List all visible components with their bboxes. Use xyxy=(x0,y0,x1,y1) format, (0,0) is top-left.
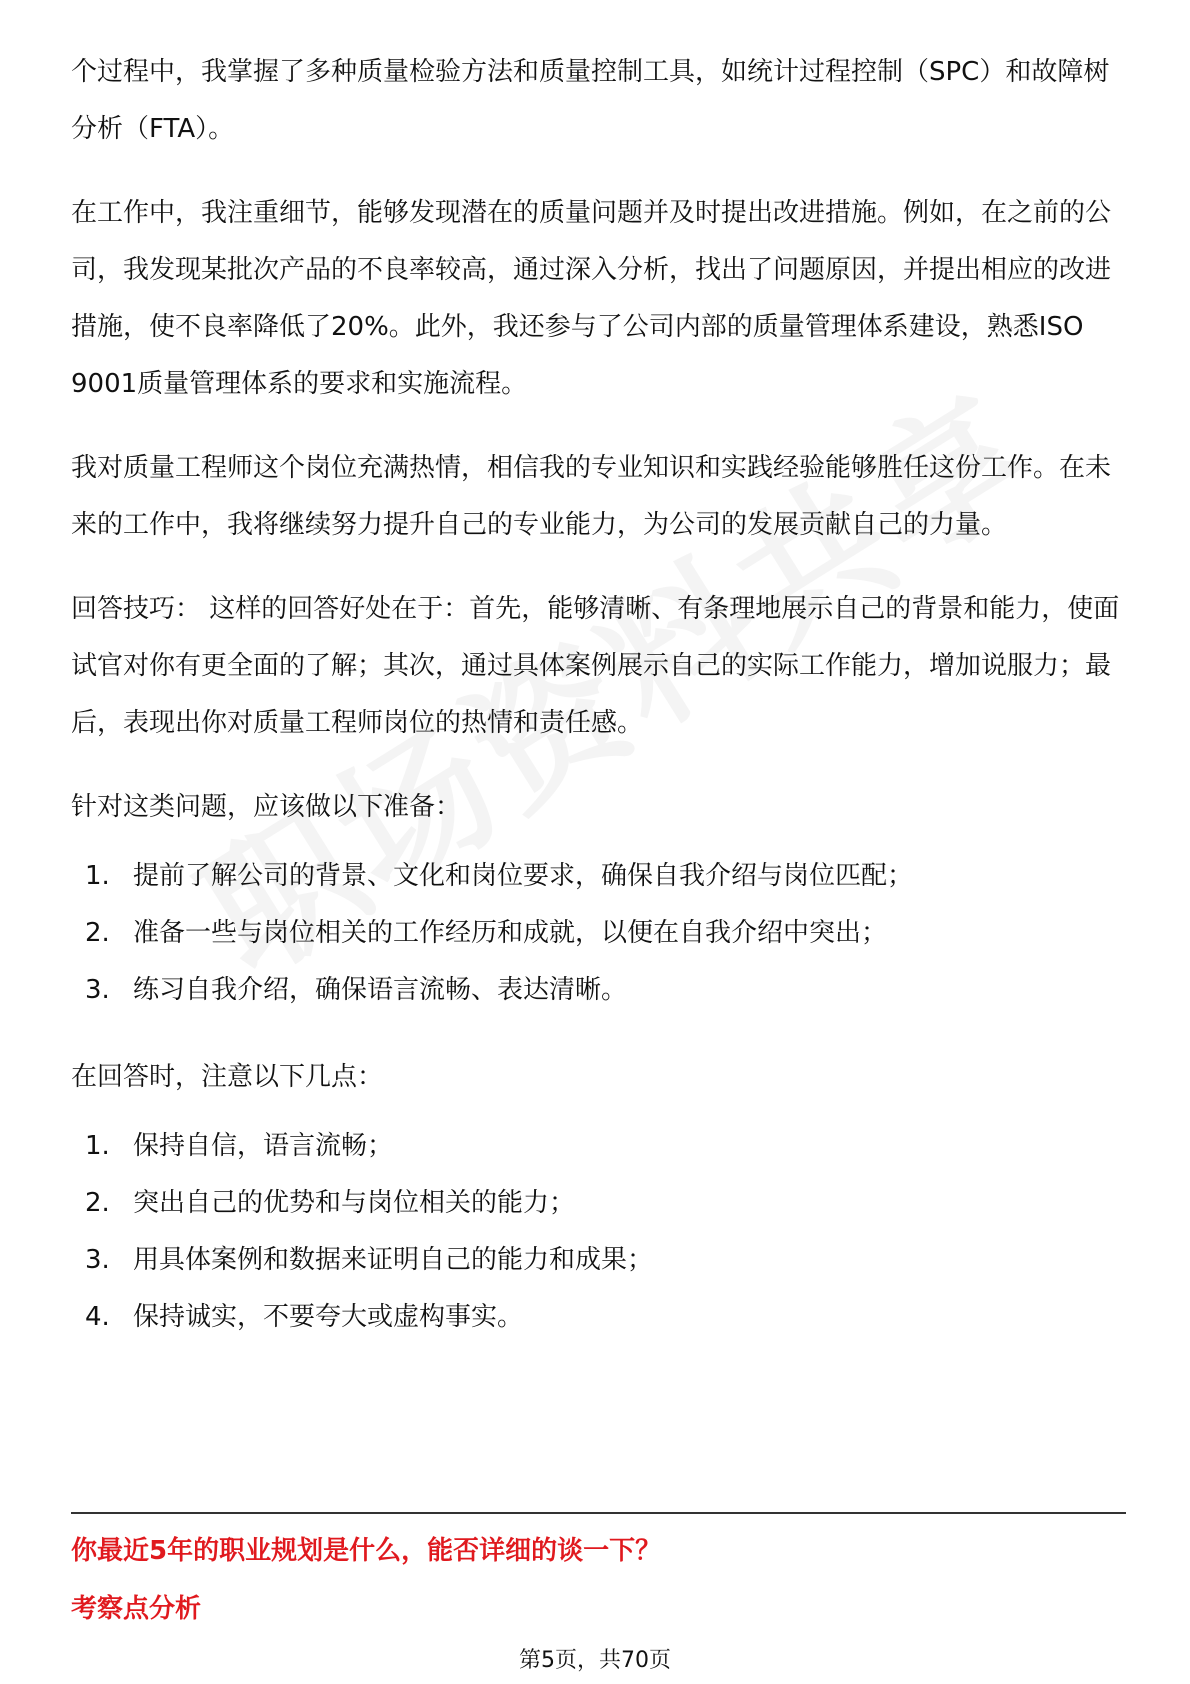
paragraph-preparation-intro: 针对这类问题，应该做以下准备： xyxy=(71,792,462,822)
list-item xyxy=(71,848,1121,905)
list-item xyxy=(71,1232,1121,1289)
list-number: 4. xyxy=(85,1302,110,1332)
question-heading: 你最近5年的职业规划是什么，能否详细的谈一下？ xyxy=(71,1536,662,1566)
paragraph-answer-tips: 回答技巧： 这样的回答好处在于：首先，能够清晰、有条理地展示自己的背景和能力，使面试官对你有更全面的了解；其次，通过具体案例展示自己的实际工作能力，增加说服力；最后，表现出你对质量工程师岗位的热情和责任感。 xyxy=(71,594,1120,738)
list-number: 3. xyxy=(85,1245,110,1275)
list-text: 提前了解公司的背景、文化和岗位要求，确保自我介绍与岗位匹配； xyxy=(133,861,914,891)
list-number: 1. xyxy=(85,861,110,891)
list-text: 保持自信，语言流畅； xyxy=(133,1131,394,1161)
list-item xyxy=(71,905,1121,962)
list-item xyxy=(71,1118,1121,1175)
list-number: 2. xyxy=(85,918,110,948)
list-item xyxy=(71,1175,1121,1232)
section-divider xyxy=(71,1512,1126,1514)
list-text: 保持诚实，不要夸大或虚构事实。 xyxy=(133,1302,524,1332)
list-number: 3. xyxy=(85,975,110,1005)
list-text: 准备一些与岗位相关的工作经历和成就，以便在自我介绍中突出； xyxy=(133,918,888,948)
paragraph-details: 在工作中，我注重细节，能够发现潜在的质量问题并及时提出改进措施。例如，在之前的公司，我发现某批次产品的不良率较高，通过深入分析，找出了问题原因，并提出相应的改进措施，使不良率降低了20%。此外，我还参与了公司内部的质量管理体系建设，熟悉ISO 9001质量管理体系的要求和实施流程。 xyxy=(71,198,1112,399)
list-item xyxy=(71,962,1121,1019)
paragraph-intro: 个过程中，我掌握了多种质量检验方法和质量控制工具，如统计过程控制（SPC）和故障树分析（FTA）。 xyxy=(71,57,1110,144)
body-content xyxy=(71,44,1121,1376)
preparation-list xyxy=(71,848,1121,1019)
list-number: 2. xyxy=(85,1188,110,1218)
attention-list xyxy=(71,1118,1121,1346)
list-item xyxy=(71,1289,1121,1346)
list-text: 用具体案例和数据来证明自己的能力和成果； xyxy=(133,1245,654,1275)
paragraph-attention-intro: 在回答时，注意以下几点： xyxy=(71,1062,384,1092)
section-heading: 考察点分析 xyxy=(71,1594,202,1624)
paragraph-enthusiasm: 我对质量工程师这个岗位充满热情，相信我的专业知识和实践经验能够胜任这份工作。在未来的工作中，我将继续努力提升自己的专业能力，为公司的发展贡献自己的力量。 xyxy=(71,453,1112,540)
list-number: 1. xyxy=(85,1131,110,1161)
list-text: 练习自我介绍，确保语言流畅、表达清晰。 xyxy=(133,975,628,1005)
list-text: 突出自己的优势和与岗位相关的能力； xyxy=(133,1188,576,1218)
page-number: 第5页，共70页 xyxy=(519,1648,671,1673)
